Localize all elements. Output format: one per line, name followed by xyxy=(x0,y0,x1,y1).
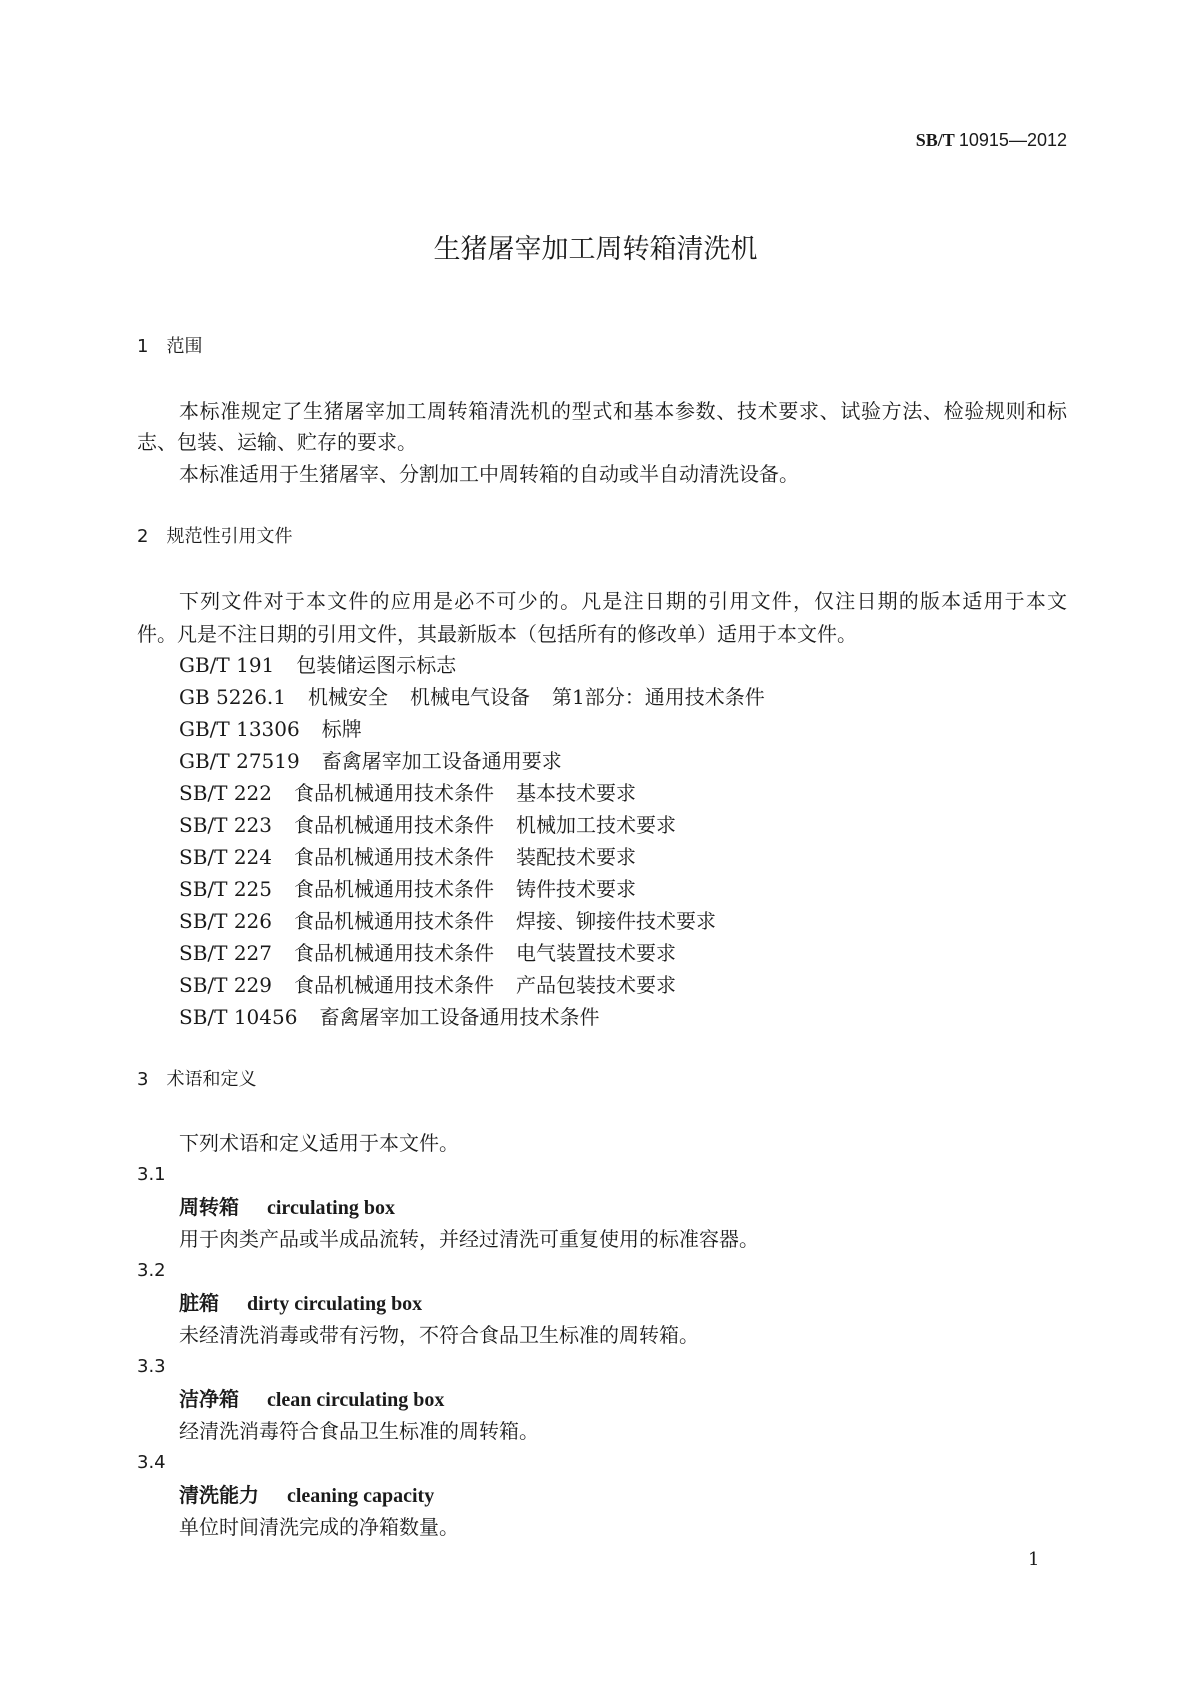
section-number: 2 xyxy=(137,526,149,547)
reference-item xyxy=(179,809,676,841)
reference-item xyxy=(179,745,562,777)
reference-title: 第1部分：通用技术条件 xyxy=(552,685,765,709)
reference-item xyxy=(179,969,676,1001)
reference-item xyxy=(179,681,765,713)
reference-item xyxy=(179,873,636,905)
reference-title: 机械电气设备 xyxy=(410,685,531,709)
term-heading xyxy=(179,1191,395,1223)
reference-code: SB/T 222 xyxy=(179,781,273,805)
term-english: dirty circulating box xyxy=(247,1293,423,1315)
page-number: 1 xyxy=(1028,1549,1040,1570)
term-definition: 用于肉类产品或半成品流转，并经过清洗可重复使用的标准容器。 xyxy=(179,1227,759,1251)
references-intro-line2: 件。凡是不注日期的引用文件，其最新版本（包括所有的修改单）适用于本文件。 xyxy=(137,622,857,646)
reference-title: 机械安全 xyxy=(308,685,389,709)
section-title: 范围 xyxy=(166,336,203,357)
reference-code: SB/T 225 xyxy=(179,877,273,901)
reference-item xyxy=(179,713,362,745)
reference-code: SB/T 226 xyxy=(179,909,273,933)
term-english: cleaning capacity xyxy=(287,1485,435,1507)
term-number: 3.3 xyxy=(137,1356,166,1377)
reference-title: 包装储运图示标志 xyxy=(296,653,457,677)
reference-item xyxy=(179,649,456,681)
term-chinese: 周转箱 xyxy=(179,1195,239,1219)
reference-title: 食品机械通用技术条件 xyxy=(294,845,495,869)
standard-number: 10915—2012 xyxy=(958,130,1067,150)
section-1-heading xyxy=(137,331,202,363)
reference-code: GB/T 13306 xyxy=(179,717,300,741)
term-chinese: 清洗能力 xyxy=(179,1483,259,1507)
term-heading xyxy=(179,1479,434,1511)
reference-title: 食品机械通用技术条件 xyxy=(294,781,495,805)
reference-code: GB 5226.1 xyxy=(179,685,287,709)
section-number: 1 xyxy=(137,336,149,357)
reference-item xyxy=(179,905,716,937)
scope-para1-line1: 本标准规定了生猪屠宰加工周转箱清洗机的型式和基本参数、技术要求、试验方法、检验规则和标 xyxy=(179,399,1067,423)
term-heading xyxy=(179,1287,422,1319)
reference-title: 食品机械通用技术条件 xyxy=(294,877,495,901)
reference-title: 铸件技术要求 xyxy=(516,877,637,901)
reference-title: 基本技术要求 xyxy=(516,781,637,805)
section-title: 规范性引用文件 xyxy=(166,526,293,547)
term-heading xyxy=(179,1383,444,1415)
terms-intro: 下列术语和定义适用于本文件。 xyxy=(179,1131,459,1155)
term-number: 3.4 xyxy=(137,1452,166,1473)
section-2-heading xyxy=(137,521,292,553)
reference-code: GB/T 27519 xyxy=(179,749,300,773)
section-title: 术语和定义 xyxy=(166,1069,257,1090)
term-english: clean circulating box xyxy=(267,1389,445,1411)
term-number: 3.1 xyxy=(137,1164,166,1185)
references-intro-line1: 下列文件对于本文件的应用是必不可少的。凡是注日期的引用文件，仅注日期的版本适用于本文 xyxy=(179,589,1067,613)
reference-title: 畜禽屠宰加工设备通用要求 xyxy=(321,749,562,773)
term-definition: 经清洗消毒符合食品卫生标准的周转箱。 xyxy=(179,1419,539,1443)
term-definition: 未经清洗消毒或带有污物，不符合食品卫生标准的周转箱。 xyxy=(179,1323,699,1347)
reference-title: 食品机械通用技术条件 xyxy=(294,909,495,933)
reference-code: SB/T 224 xyxy=(179,845,273,869)
reference-title: 产品包装技术要求 xyxy=(516,973,677,997)
reference-item xyxy=(179,1001,599,1033)
reference-item xyxy=(179,841,636,873)
reference-code: SB/T 10456 xyxy=(179,1005,298,1029)
reference-code: SB/T 227 xyxy=(179,941,273,965)
reference-title: 焊接、铆接件技术要求 xyxy=(516,909,717,933)
term-english: circulating box xyxy=(267,1197,395,1219)
reference-code: SB/T 229 xyxy=(179,973,273,997)
term-definition: 单位时间清洗完成的净箱数量。 xyxy=(179,1515,459,1539)
reference-title: 电气装置技术要求 xyxy=(516,941,677,965)
scope-para2: 本标准适用于生猪屠宰、分割加工中周转箱的自动或半自动清洗设备。 xyxy=(179,462,799,486)
section-number: 3 xyxy=(137,1069,149,1090)
reference-item xyxy=(179,777,636,809)
term-chinese: 脏箱 xyxy=(179,1291,219,1315)
reference-title: 标牌 xyxy=(321,717,362,741)
document-title: 生猪屠宰加工周转箱清洗机 xyxy=(433,234,758,265)
reference-title: 食品机械通用技术条件 xyxy=(294,813,495,837)
reference-title: 装配技术要求 xyxy=(516,845,637,869)
reference-title: 食品机械通用技术条件 xyxy=(294,973,495,997)
standard-prefix: SB/T xyxy=(915,130,955,150)
reference-title: 畜禽屠宰加工设备通用技术条件 xyxy=(319,1005,600,1029)
reference-code: SB/T 223 xyxy=(179,813,273,837)
standard-number-header xyxy=(916,124,1067,156)
reference-title: 食品机械通用技术条件 xyxy=(294,941,495,965)
scope-para1-line2: 志、包装、运输、贮存的要求。 xyxy=(137,430,417,454)
term-chinese: 洁净箱 xyxy=(179,1387,239,1411)
reference-code: GB/T 191 xyxy=(179,653,275,677)
section-3-heading xyxy=(137,1064,256,1096)
reference-item xyxy=(179,937,676,969)
reference-title: 机械加工技术要求 xyxy=(516,813,677,837)
term-number: 3.2 xyxy=(137,1260,166,1281)
